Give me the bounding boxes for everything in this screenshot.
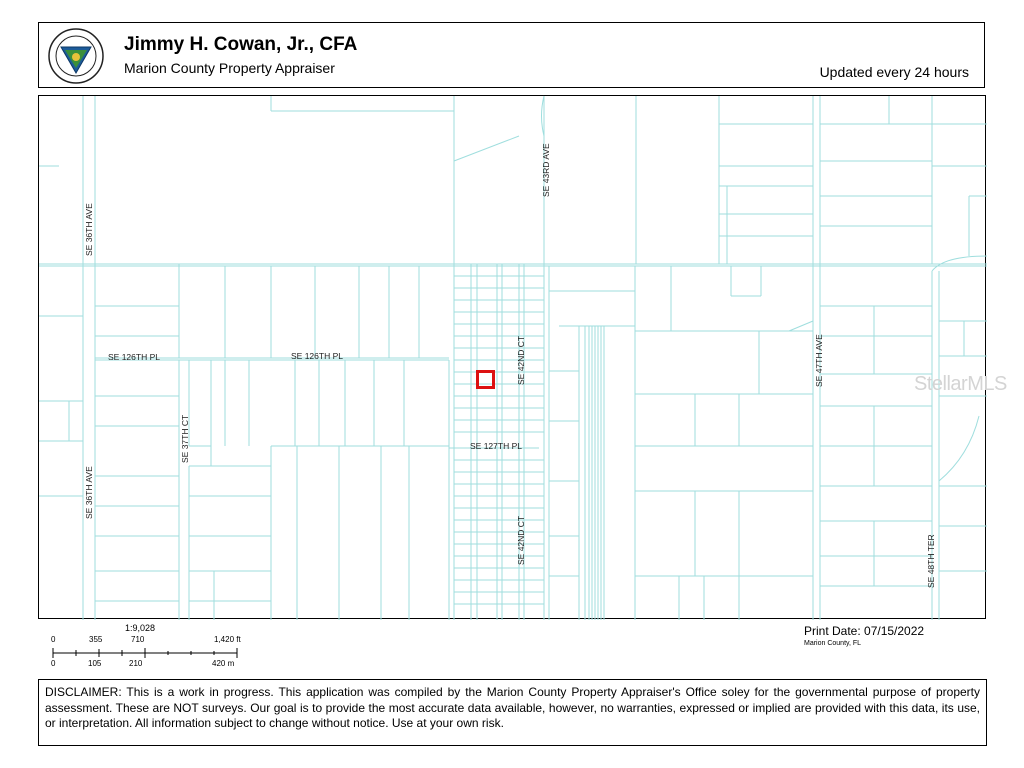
scale-ft-tick-2: 710	[131, 635, 145, 644]
scale-m-tick-0: 0	[51, 659, 56, 668]
scale-ft-tick-1: 355	[89, 635, 103, 644]
street-label-se-37th-ct: SE 37TH CT	[180, 414, 190, 463]
appraiser-name: Jimmy H. Cowan, Jr., CFA	[124, 34, 358, 55]
street-label-se-47th-ave: SE 47TH AVE	[814, 334, 824, 387]
scale-m-tick-3: 420 m	[212, 659, 235, 668]
print-date: Print Date: 07/15/2022	[804, 624, 925, 638]
street-label-se-127th-pl: SE 127TH PL	[470, 441, 522, 451]
stellar-mls-watermark: StellarMLS	[914, 373, 1007, 395]
header	[38, 22, 985, 88]
street-label-se-43rd-ave: SE 43RD AVE	[541, 143, 551, 197]
print-location: Marion County, FL	[804, 640, 862, 647]
street-label-se-36th-ave-bottom: SE 36TH AVE	[84, 466, 94, 519]
property-appraiser-seal-icon	[47, 27, 105, 85]
scale-ft-tick-0: 0	[51, 635, 56, 644]
street-label-se-126th-pl-left: SE 126TH PL	[108, 352, 160, 362]
selected-parcel-marker[interactable]	[476, 370, 495, 389]
scale-bar	[45, 622, 265, 672]
scale-ratio: 1:9,028	[125, 623, 156, 633]
parcel-lines	[39, 96, 987, 620]
scale-ruler-icon	[53, 646, 243, 660]
street-label-se-42nd-ct-bottom: SE 42ND CT	[516, 515, 526, 565]
scale-ft-tick-3: 1,420 ft	[214, 635, 241, 644]
street-label-se-126th-pl-right: SE 126TH PL	[291, 351, 343, 361]
update-frequency: Updated every 24 hours	[819, 64, 969, 80]
appraiser-office: Marion County Property Appraiser	[124, 60, 335, 76]
scale-m-tick-2: 210	[129, 659, 143, 668]
scale-m-tick-1: 105	[88, 659, 102, 668]
disclaimer-text: DISCLAIMER: This is a work in progress. This application was compiled by the Marion County Property Appraiser's Office soley for the governmental purpose of property assessment. These are NOT surveys. Our goal is to provide the most accurate data available, however, no warranties, expressed or implied are provided with this data, its use, or interpretation. All information subject to change without notice. Use at your own risk.	[38, 679, 987, 746]
parcel-map[interactable]	[38, 95, 1007, 619]
street-label-se-42nd-ct-top: SE 42ND CT	[516, 335, 526, 385]
street-label-se-36th-ave-top: SE 36TH AVE	[84, 203, 94, 256]
street-label-se-48th-ter: SE 48TH TER	[926, 534, 936, 588]
